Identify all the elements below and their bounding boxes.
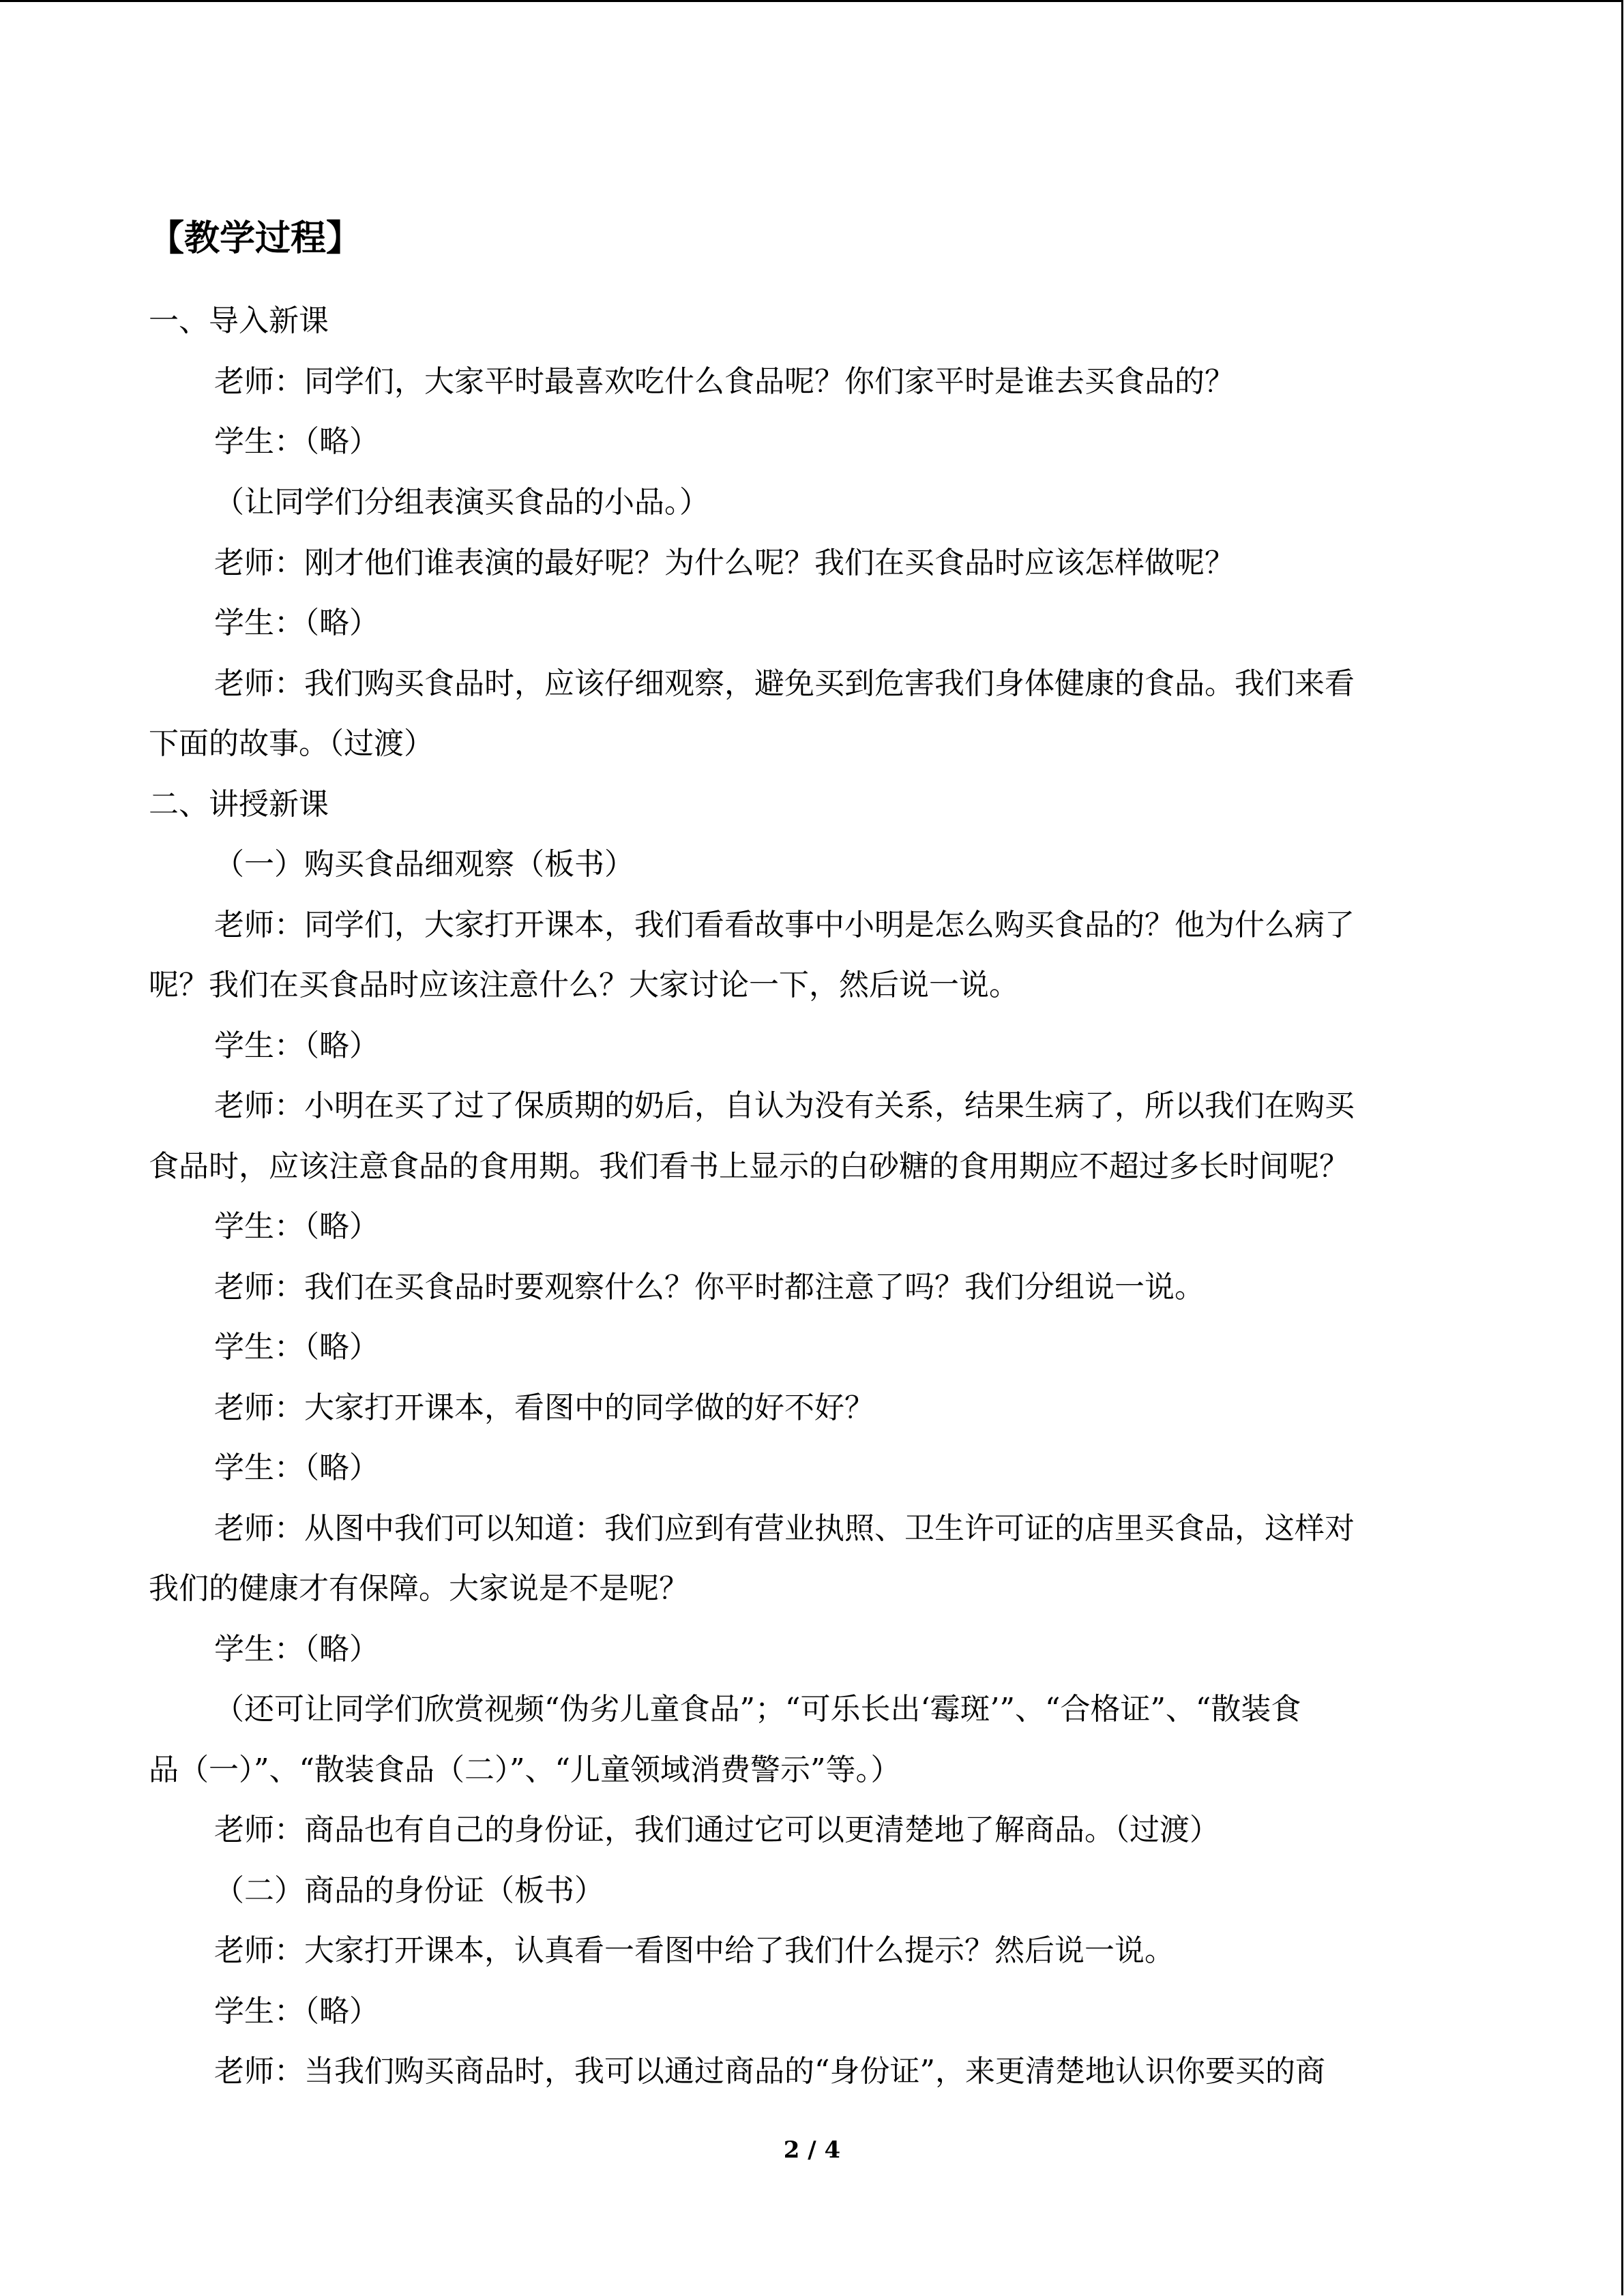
paragraph-line: 学生：（略） [214,1028,379,1063]
paragraph-line: 学生：（略） [214,1632,379,1667]
paragraph-line: 学生：（略） [214,606,379,640]
section-title: 一、导入新课 [149,303,329,338]
paragraph-line: 老师：从图中我们可以知道：我们应到有营业执照、卫生许可证的店里买食品，这样对 [214,1511,1355,1546]
paragraph-line: 下面的故事。（过渡） [149,726,434,761]
paragraph-line: 学生：（略） [214,1450,379,1485]
paragraph-line: 老师：我们在买食品时要观察什么？你平时都注意了吗？我们分组说一说。 [214,1270,1205,1304]
page-number: 2 / 4 [783,2136,841,2164]
section-title: 二、讲授新课 [149,787,329,822]
paragraph-line: （让同学们分组表演买食品的小品。） [214,485,709,520]
paragraph-line: 老师：大家打开课本，看图中的同学做的好不好？ [214,1390,874,1425]
paragraph-line: 老师：大家打开课本，认真看一看图中给了我们什么提示？然后说一说。 [214,1933,1175,1968]
paragraph-line: 呢？我们在买食品时应该注意什么？大家讨论一下，然后说一说。 [149,968,1019,1002]
section-heading: 【教学过程】 [149,218,362,259]
subsection-title: （二）商品的身份证（板书） [214,1873,604,1908]
paragraph-line: 老师：同学们，大家打开课本，我们看看故事中小明是怎么购买食品的？他为什么病了 [214,908,1355,942]
paragraph-line: 学生：（略） [214,424,379,459]
paragraph-line: 老师：我们购买食品时，应该仔细观察，避免买到危害我们身体健康的食品。我们来看 [214,666,1355,701]
paragraph-line: 食品时，应该注意食品的食用期。我们看书上显示的白砂糖的食用期应不超过多长时间呢？ [149,1149,1349,1184]
paragraph-line: （还可让同学们欣赏视频“伪劣儿童食品”；“可乐长出‘霉斑’”、“合格证”、“散装食 [214,1692,1301,1727]
paragraph-line: 老师：刚才他们谁表演的最好呢？为什么呢？我们在买食品时应该怎样做呢？ [214,546,1235,580]
paragraph-line: 品（一）”、“散装食品（二）”、“儿童领域消费警示”等。） [149,1753,901,1787]
paragraph-line: 老师：同学们，大家平时最喜欢吃什么食品呢？你们家平时是谁去买食品的？ [214,364,1235,399]
paragraph-line: 学生：（略） [214,1330,379,1365]
subsection-title: （一）购买食品细观察（板书） [214,847,634,882]
paragraph-line: 学生：（略） [214,1994,379,2029]
paragraph-line: 老师：商品也有自己的身份证，我们通过它可以更清楚地了解商品。（过渡） [214,1813,1220,1847]
paragraph-line: 学生：（略） [214,1209,379,1244]
paragraph-line: 我们的健康才有保障。大家说是不是呢？ [149,1571,689,1606]
paragraph-line: 老师：当我们购买商品时，我可以通过商品的“身份证”，来更清楚地认识你要买的商 [214,2054,1325,2089]
paragraph-line: 老师：小明在买了过了保质期的奶后，自认为没有关系，结果生病了，所以我们在购买 [214,1088,1355,1123]
